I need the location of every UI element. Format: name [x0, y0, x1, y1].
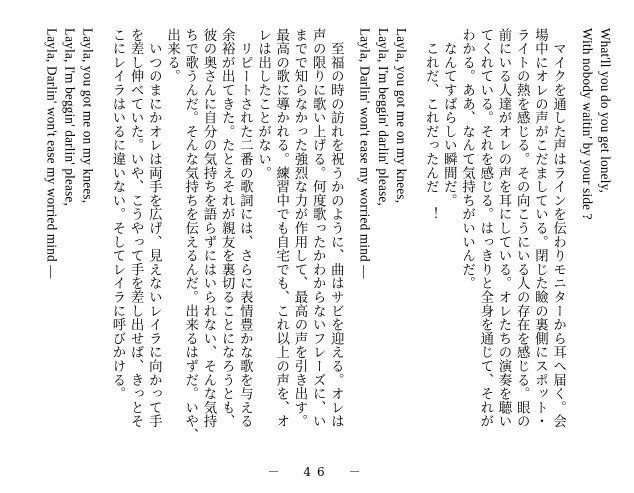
prose-line: 至福の時の訪れを祝うかのように、曲はサビを迎える。オレは [328, 28, 344, 429]
prose-line: 余裕が出てきた。たとえそれが親友を裏切ることになろうとも、 [219, 28, 235, 429]
prose-line: 声の限りに歌い上げる。何度歌ったかわからないフレーズに、い [310, 28, 326, 429]
prose-line: 最高の歌に導かれる。練習中でも自宅でも、これ以上の声を、オ [273, 28, 289, 429]
prose-line: ライトの熱を感じる。その向こうにいる人の存在を感じる。眼の [514, 28, 530, 429]
prose-line: これだ、これだったんだ ！ [423, 28, 439, 222]
prose-line: わかる。ああ、なんて気持ちがいいんだ。 [459, 28, 475, 291]
stanza-gap [567, 28, 578, 448]
prose-line: こにレイラはいるに違いない。そしてレイラに呼びかける。 [109, 28, 125, 401]
prose-line: レは出したことがない。 [255, 28, 271, 180]
page-number: － 46 － [267, 465, 367, 479]
lyric-line: Layla, you got me on my knees, [393, 28, 409, 204]
prose-line: マイクを通した声はラインを伝わりモニターから耳へ届く。会 [550, 28, 566, 429]
lyric-line: Layla, I'm beggin' darlin' please, [375, 28, 391, 206]
prose-line: を差し伸べていた。いや、こうやって手を差し出せば、きっとそ [128, 28, 144, 429]
lyric-line: Layla, Darlin' won't ease my worried mind ― [44, 28, 60, 279]
prose-line: までで知らなかった強烈な力が作用して、最高の声を引き出す。 [291, 28, 307, 429]
prose-line: 出来る。 [164, 28, 180, 84]
stanza-gap [410, 28, 421, 448]
lyric-line: What'll you do you get lonely, [598, 28, 613, 194]
prose-line: 彼の奥さんに自分の気持ちを語らずにはいられない、そんな気持 [200, 28, 216, 429]
prose-line: いつのまにかオレは両手を広げ、見えないレイラに向かって手 [146, 28, 162, 429]
lyric-line: Layla, you got me on my knees, [80, 28, 96, 204]
lyric-line: Layla, I'm beggin' darlin' please, [62, 28, 78, 206]
prose-line: てくれている。それを感じる。はっきりと全身を通じて、それが [477, 28, 493, 429]
prose-line: 場中にオレの声がこだましている。閉じた瞼の裏側にスポット・ [532, 28, 548, 429]
stanza-gap [97, 28, 108, 448]
stanza-gap [344, 28, 355, 448]
lyric-line: Layla, Darlin' won't ease my worried mind ― [357, 28, 373, 279]
prose-line: なんてすばらしい瞬間だ。 [441, 28, 457, 208]
vertical-text-body [42, 28, 614, 448]
lyric-line: With nobody waitin' by your side ? [579, 28, 595, 220]
prose-line: ちで歌うんだ。そんな気持ちを伝えるんだ。出来るはずだ。いや、 [182, 28, 198, 442]
prose-line: リピートされた二番の歌詞には、さらに表情豊かな歌を与える [237, 28, 253, 429]
prose-line: 前にいる人達がオレの声を耳にしている。オレたちの演奏を聴い [495, 28, 511, 429]
